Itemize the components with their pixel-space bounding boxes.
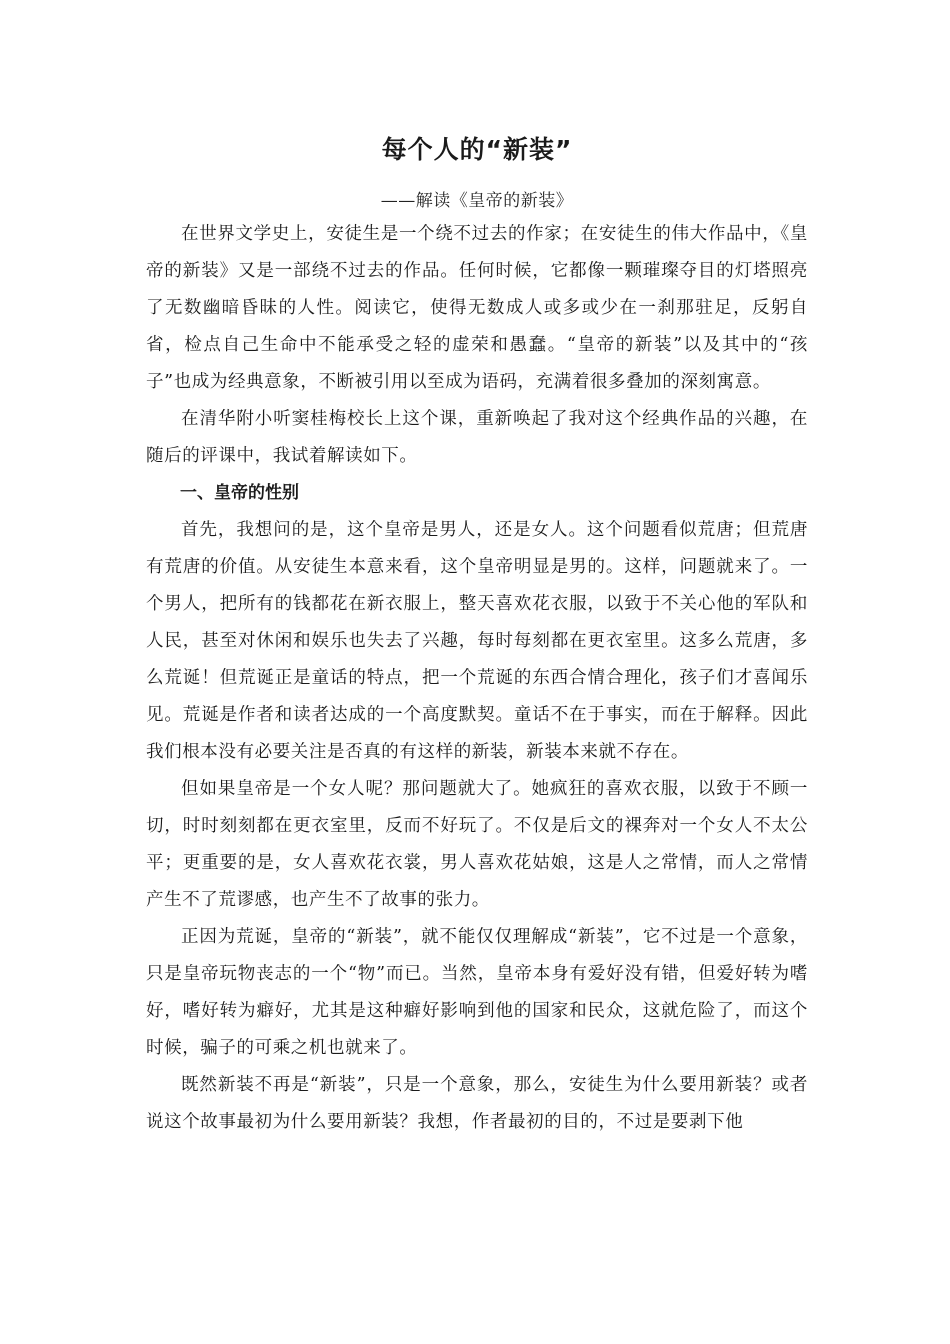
paragraph-6: 既然新装不再是“新装”，只是一个意象，那么，安徒生为什么要用新装？或者说这个故事最初为什么要用新装？我想，作者最初的目的，不过是要剥下他 (146, 1075, 808, 1132)
paragraph-2: 在清华附小听窦桂梅校长上这个课，重新唤起了我对这个经典作品的兴趣，在随后的评课中，我试着解读如下。 (146, 409, 808, 466)
page-title: 每个人的“新装” (381, 135, 573, 164)
document-page (146, 128, 808, 1141)
paragraph-1: 在世界文学史上，安徒生是一个绕不过去的作家；在安徒生的伟大作品中，《皇帝的新装》又是一部绕不过去的作品。任何时候，它都像一颗璀璨夺目的灯塔照亮了无数幽暗昏昧的人性。阅读它，使得无数成人或多或少在一刹那驻足，反躬自省，检点自己生命中不能承受之轻的虚荣和愚蠢。“皇帝的新装”以及其中的“孩子”也成为经典意象，不断被引用以至成为语码，充满着很多叠加的深刻寓意。 (146, 224, 808, 392)
section-heading-1: 一、皇帝的性别 (180, 483, 299, 503)
page-subtitle: ——解读《皇帝的新装》 (380, 191, 574, 211)
paragraph-4: 但如果皇帝是一个女人呢？那问题就大了。她疯狂的喜欢衣服，以致于不顾一切，时时刻刻都在更衣室里，反而不好玩了。不仅是后文的裸奔对一个女人不太公平；更重要的是，女人喜欢花衣裳，男人喜欢花姑娘，这是人之常情，而人之常情产生不了荒谬感，也产生不了故事的张力。 (146, 779, 808, 910)
paragraph-3: 首先，我想问的是，这个皇帝是男人，还是女人。这个问题看似荒唐；但荒唐有荒唐的价值。从安徒生本意来看，这个皇帝明显是男的。这样，问题就来了。一个男人，把所有的钱都花在新衣服上，整天喜欢花衣服，以致于不关心他的军队和人民，甚至对休闲和娱乐也失去了兴趣，每时每刻都在更衣室里。这多么荒唐，多么荒诞！但荒诞正是童话的特点，把一个荒诞的东西合情合理化，孩子们才喜闻乐见。荒诞是作者和读者达成的一个高度默契。童话不在于事实，而在于解释。因此我们根本没有必要关注是否真的有这样的新装，新装本来就不存在。 (146, 520, 808, 762)
paragraph-5: 正因为荒诞，皇帝的“新装”，就不能仅仅理解成“新装”，它不过是一个意象，只是皇帝玩物丧志的一个“物”而已。当然，皇帝本身有爱好没有错，但爱好转为嗜好，嗜好转为癖好，尤其是这种癖好影响到他的国家和民众，这就危险了，而这个时候，骗子的可乘之机也就来了。 (146, 927, 808, 1058)
